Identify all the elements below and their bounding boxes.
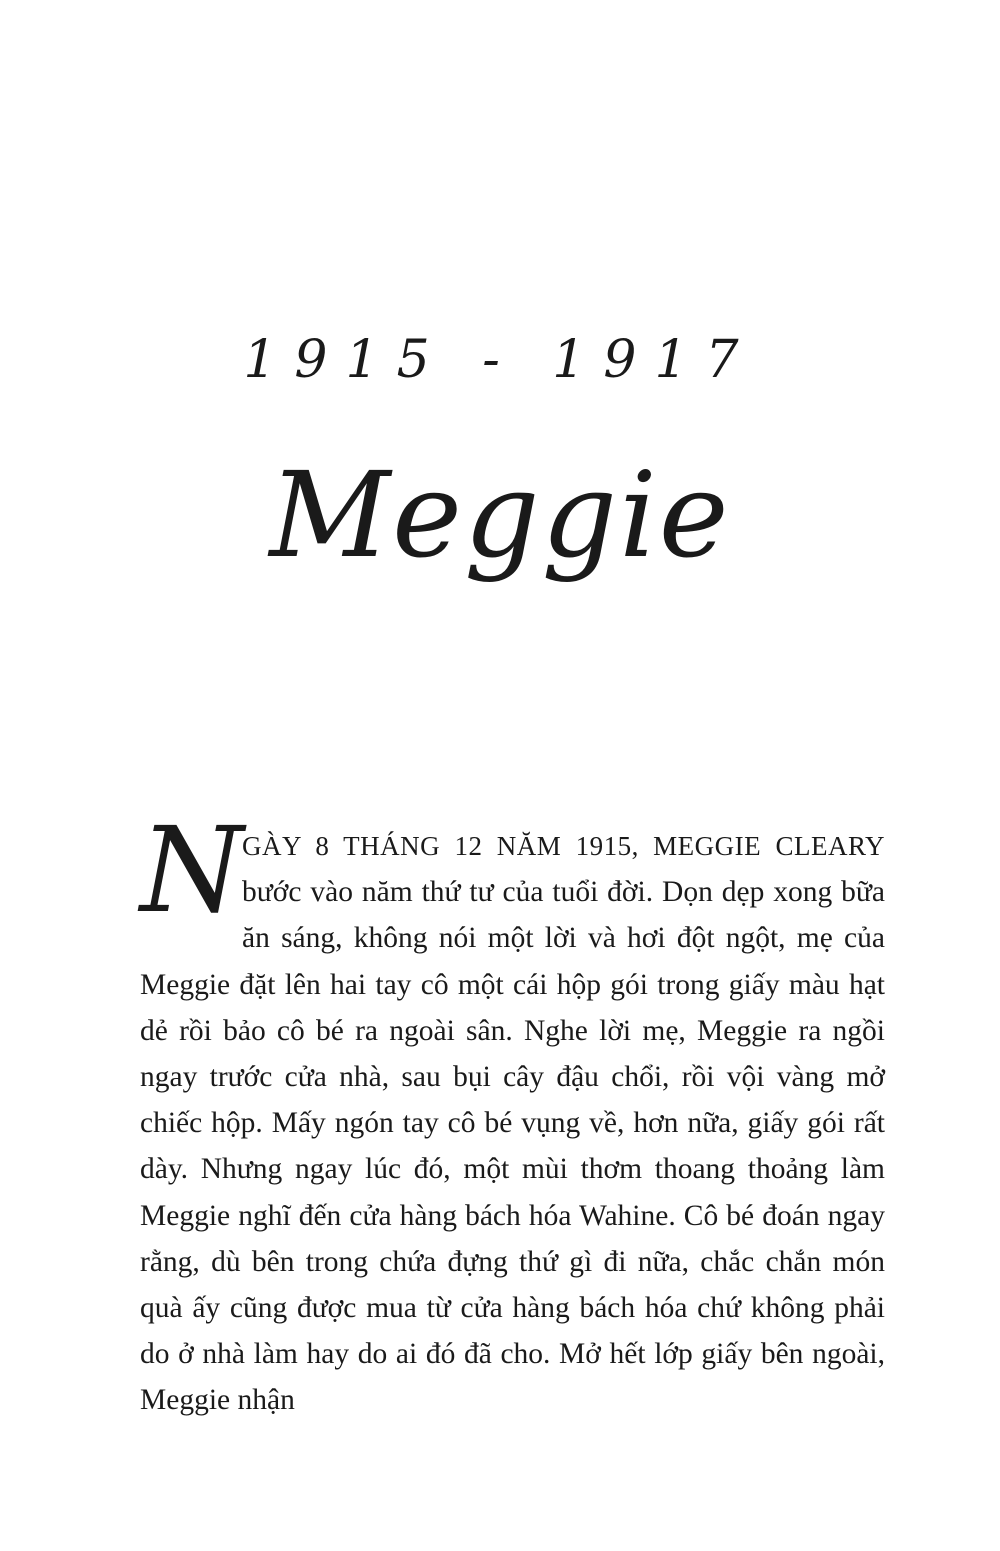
body-text: bước vào năm thứ tư của tuổi đời. Dọn dẹp xong bữa ăn sáng, không nói một lời và hơi đột ngột, mẹ của Meggie đặt lên hai tay cô một cái hộp gói trong giấy màu hạt dẻ rồi bảo cô bé ra ngoài sân. Nghe lời mẹ, Meggie ra ngồi ngay trước cửa nhà, sau bụi cây đậu chổi, rồi vội vàng mở chiếc hộp. Mấy ngón tay cô bé vụng về, hơn nữa, giấy gói rất dày. Nhưng ngay lúc đó, một mùi thơm thoang thoảng làm Meggie nghĩ đến cửa hàng bách hóa Wahine. Cô bé đoán ngay rằng, dù bên trong chứa đựng thứ gì đi nữa, chắc chắn món quà ấy cũng được mua từ cửa hàng bách hóa chứ không phải do ở nhà làm hay do ai đó đã cho. Mở hết lớp giấy bên ngoài, Meggie nhận — [140, 876, 885, 1417]
drop-cap: N — [140, 801, 244, 939]
chapter-title: Meggie — [269, 446, 731, 584]
body-paragraph — [140, 801, 885, 1424]
chapter-years: 1915 - 1917 — [243, 330, 757, 390]
lead-small-caps: GÀY 8 THÁNG 12 NĂM 1915, MEGGIE CLEARY — [242, 831, 885, 861]
